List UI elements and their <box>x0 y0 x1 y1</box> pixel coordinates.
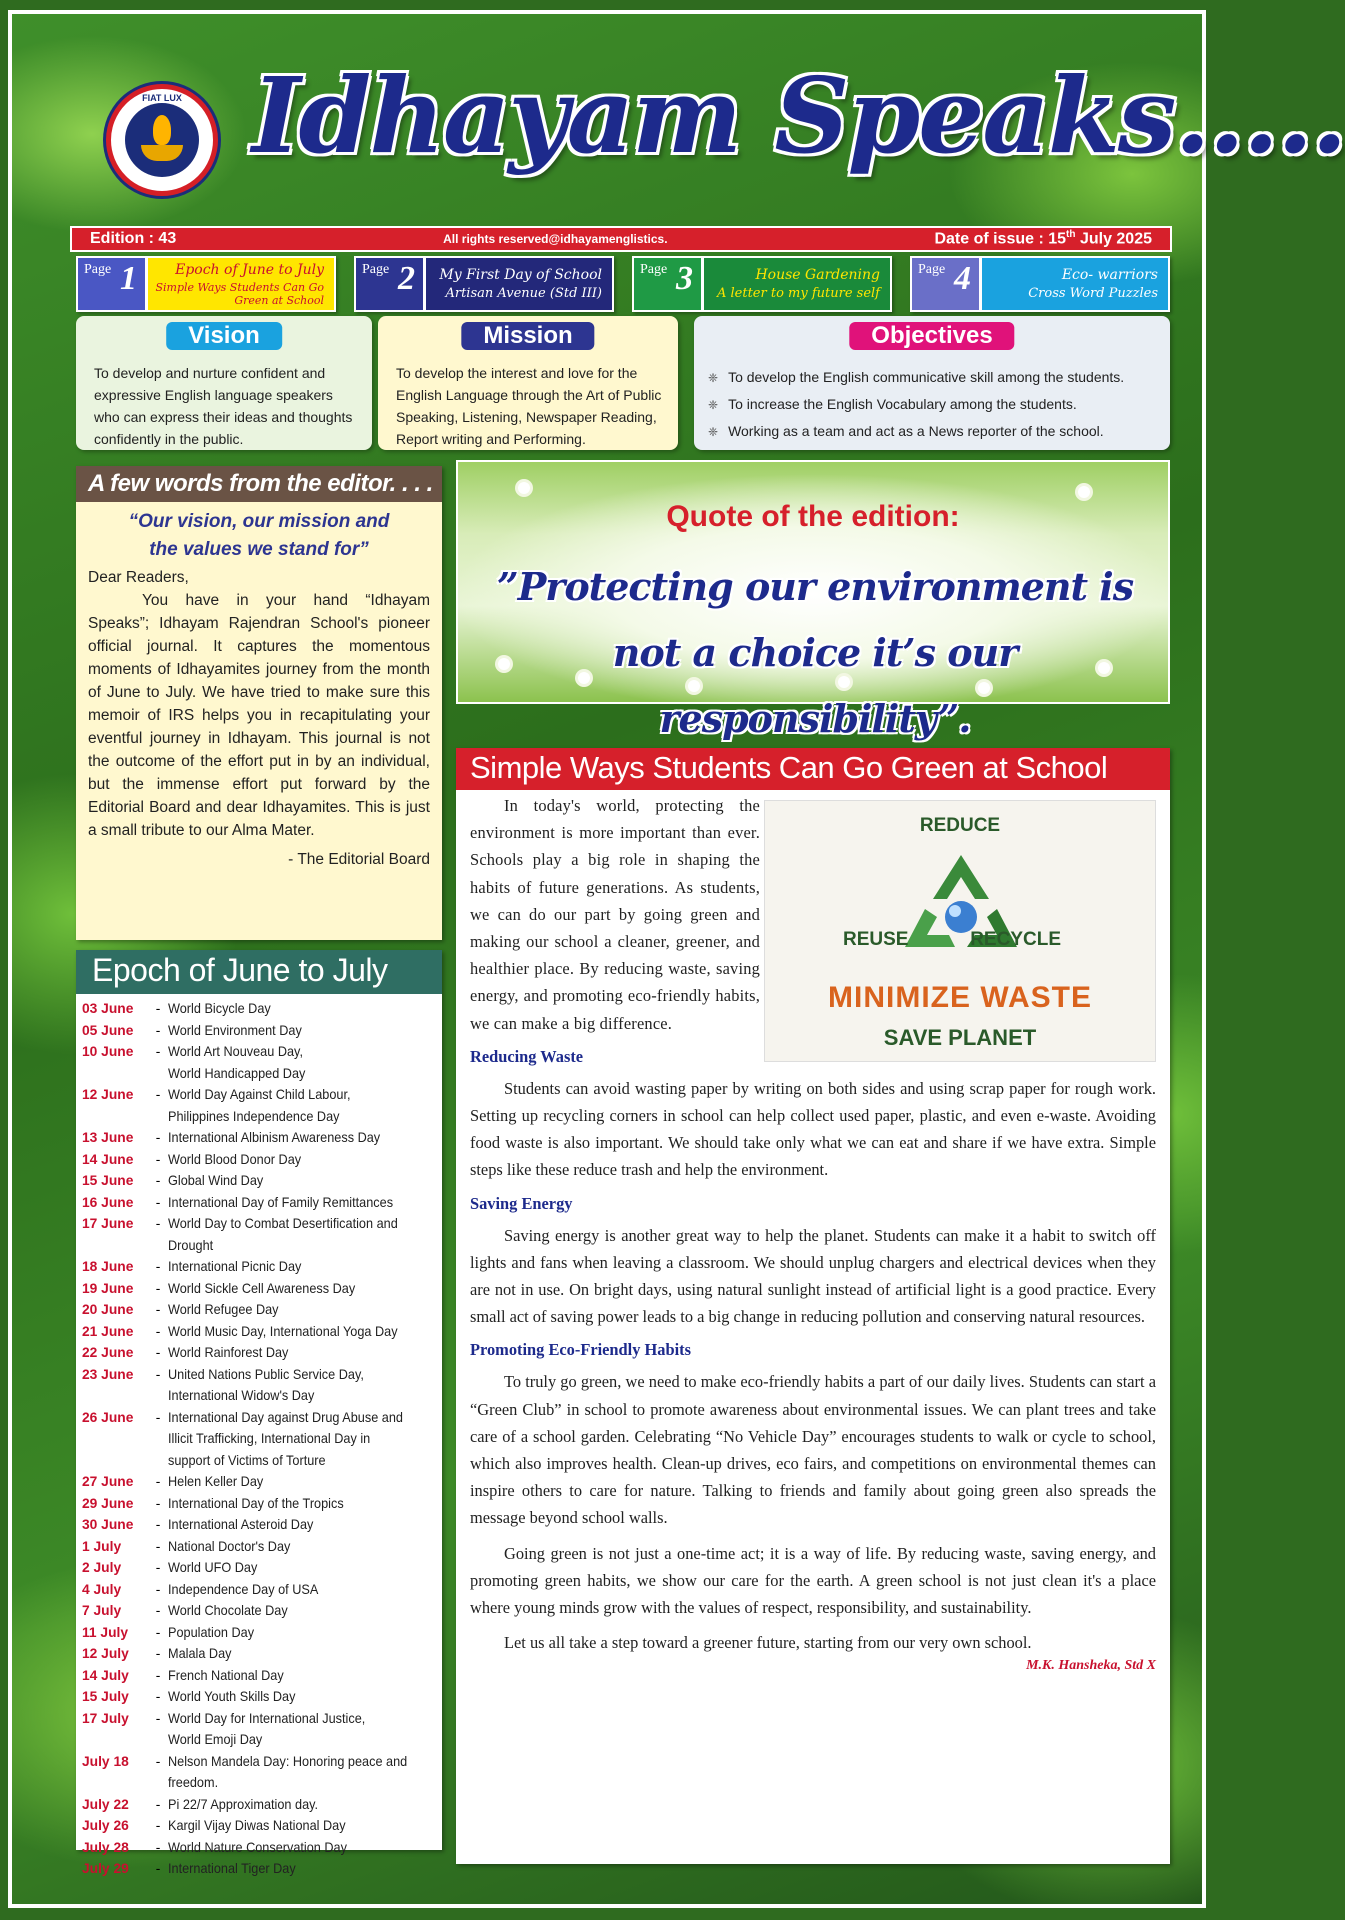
epoch-date: July 22 <box>82 1796 129 1812</box>
epoch-date: 30 June <box>82 1517 134 1532</box>
epoch-event: World Nature Conservation Day <box>168 1839 347 1855</box>
epoch-row: July 22 - Pi 22/7 Approximation day. <box>82 1794 438 1816</box>
epoch-row: 4 July - Independence Day of USA <box>82 1579 438 1601</box>
epoch-event: International Albinism Awareness Day <box>168 1130 381 1145</box>
epoch-event: International Asteroid Day <box>168 1517 314 1532</box>
epoch-date: 23 June <box>82 1366 134 1382</box>
epoch-event: International Day of the Tropics <box>168 1495 344 1511</box>
minimize-waste-label: MINIMIZE WASTE <box>828 981 1092 1014</box>
epoch-row: 11 July - Population Day <box>82 1622 438 1644</box>
quote-of-edition <box>456 460 1170 741</box>
epoch-event: World Sickle Cell Awareness Day <box>168 1280 356 1296</box>
epoch-date: 15 July <box>82 1689 129 1704</box>
epoch-row: 17 July - World Day for International Justice, World Emoji Day <box>82 1708 438 1751</box>
recycle-label: RECYCLE <box>970 929 1061 950</box>
epoch-date: 21 June <box>82 1323 134 1339</box>
epoch-row: 17 June - World Day to Combat Desertification and Drought <box>82 1213 438 1256</box>
epoch-row: 26 June - International Day against Drug Abuse and Illicit Trafficking, International Day in support of Victims of Torture <box>82 1407 438 1472</box>
epoch-date: 1 July <box>82 1538 122 1554</box>
epoch-row: 30 June - International Asteroid Day <box>82 1514 438 1536</box>
objective-item: ❈ Working as a team and act as a News reporter of the school. <box>708 418 1156 445</box>
section-heading: Promoting Eco-Friendly Habits <box>470 1340 691 1360</box>
epoch-date: 17 June <box>82 1216 134 1231</box>
epoch-event: World Day for International Justice, World Emoji Day <box>168 1710 366 1747</box>
epoch-event: World Refugee Day <box>168 1302 279 1317</box>
epoch-list <box>76 994 442 1880</box>
newsletter-title: Idhayam Speaks..... <box>252 54 1345 177</box>
epoch-event: World Chocolate Day <box>168 1603 288 1618</box>
epoch-date: 18 June <box>82 1259 134 1274</box>
section-text: Students can avoid wasting paper by writing on both sides and using scrap paper for rough work. Setting up recycling corners in school can help collect used paper, plastic, and even e-waste. Avoiding food waste is also important. We should take only what we can eat and share if we have extra. Simple steps like these reduce trash and help the environment. <box>470 1078 1156 1180</box>
epoch-date: 19 June <box>82 1280 134 1296</box>
epoch-row: 12 June - World Day Against Child Labour, Philippines Independence Day <box>82 1084 438 1127</box>
epoch-row: 1 July - National Doctor's Day <box>82 1536 438 1558</box>
epoch-date: July 26 <box>82 1818 129 1833</box>
editor-salutation: Dear Readers, <box>88 569 189 586</box>
epoch-event: World Youth Skills Day <box>168 1689 296 1704</box>
editor-heading: A few words from the editor. . . . <box>76 466 442 502</box>
objectives-box <box>694 316 1170 450</box>
epoch-date: July 29 <box>82 1861 129 1876</box>
newsletter-page <box>8 10 1345 1908</box>
epoch-event: French National Day <box>168 1667 284 1683</box>
epoch-date: 27 June <box>82 1474 134 1489</box>
lamp-icon <box>141 145 183 161</box>
epoch-event: World Blood Donor Day <box>168 1151 302 1167</box>
objectives-list <box>708 364 1156 445</box>
logo-motto: FIAT LUX <box>142 93 182 103</box>
epoch-event: International Day of Family Remittances <box>168 1194 394 1210</box>
vision-text: To develop and nurture confident and expressive English language speakers who can express their ideas and thoughts confidently in the public. <box>94 365 353 447</box>
epoch-date: 03 June <box>82 1001 134 1016</box>
epoch-event: Pi 22/7 Approximation day. <box>168 1796 319 1812</box>
epoch-row: 13 June - International Albinism Awareness Day <box>82 1127 438 1149</box>
epoch-event: World Day Against Child Labour, Philippines Independence Day <box>168 1087 351 1124</box>
epoch-row: July 28 - World Nature Conservation Day <box>82 1837 438 1859</box>
epoch-event: World Art Nouveau Day, World Handicapped Day <box>168 1044 306 1081</box>
epoch-date: 13 June <box>82 1130 134 1145</box>
epoch-date: July 28 <box>82 1839 129 1855</box>
epoch-row: 10 June - World Art Nouveau Day, World Handicapped Day <box>82 1041 438 1084</box>
article-closing: Let us all take a step toward a greener future, starting from our very own school. <box>504 1633 1032 1653</box>
epoch-date: 10 June <box>82 1044 134 1059</box>
vision-box <box>76 316 372 450</box>
epoch-row: 20 June - World Refugee Day <box>82 1299 438 1321</box>
epoch-heading: Epoch of June to July <box>76 950 442 994</box>
epoch-event: World Music Day, International Yoga Day <box>168 1323 398 1339</box>
epoch-row: 12 July - Malala Day <box>82 1643 438 1665</box>
epoch-row: 16 June - International Day of Family Remittances <box>82 1192 438 1214</box>
section-text: To truly go green, we need to make eco-friendly habits a part of our daily lives. Students can start a “Green Club” in school to promote awareness about environmental issues. We can plant trees and take care of a school garden. Celebrating “No Vehicle Day” encourages students to walk or cycle to school, which also improves health. Clean-up drives, eco fairs, and competitions on environmental themes can inspire others to care for nature. Talking to friends and family about going green also spreads the message beyond school walls. <box>470 1372 1156 1528</box>
section-text: Saving energy is another great way to help the planet. Students can make it a habit to switch off lights and fans when leaving a classroom. We should unplug chargers and electrical devices when they are not in use. On bright days, using natural sunlight instead of artificial light is a good practice. Every small act of saving power leads to a big change in reducing pollution and conserving natural resources. <box>470 1225 1156 1327</box>
epoch-date: July 18 <box>82 1753 129 1769</box>
page-index <box>76 256 1170 312</box>
quote-text: ”Protecting our environment is not a choice it’s our responsibility”. <box>496 564 1134 741</box>
epoch-date: 11 July <box>82 1624 129 1640</box>
epoch-date: 20 June <box>82 1302 134 1317</box>
issue-date: Date of issue : 15th July 2025 <box>934 229 1152 248</box>
objective-item: ❈ To increase the English Vocabulary among the students. <box>708 391 1156 418</box>
reduce-label: REDUCE <box>919 815 1001 836</box>
epoch-event: Population Day <box>168 1624 255 1640</box>
section-heading: Reducing Waste <box>470 1046 584 1066</box>
epoch-event: Malala Day <box>168 1646 232 1661</box>
page-tab-4[interactable]: Page 4 Eco- warriors Cross Word Puzzles <box>910 256 1170 312</box>
edition-number: Edition : 43 <box>90 230 177 247</box>
mission-box <box>378 316 678 450</box>
epoch-date: 05 June <box>82 1022 134 1038</box>
epoch-row: July 18 - Nelson Mandela Day: Honoring peace and freedom. <box>82 1751 438 1794</box>
lamp-flame-icon <box>153 115 171 145</box>
epoch-event: Nelson Mandela Day: Honoring peace and freedom. <box>168 1753 408 1790</box>
epoch-event: Kargil Vijay Diwas National Day <box>168 1818 346 1833</box>
article-intro: In today's world, protecting the environment is more important than ever. Schools play a big role in shaping the habits of future generations. As students, we can do our part by going green and making our school a cleaner, greener, and healthier place. By reducing waste, saving energy, and promoting eco-friendly habits, we can make a big difference. <box>470 796 760 1033</box>
epoch-date: 12 July <box>82 1646 129 1661</box>
epoch-row: 2 July - World UFO Day <box>82 1557 438 1579</box>
editor-signature: - The Editorial Board <box>288 851 430 868</box>
epoch-event: International Picnic Day <box>168 1259 302 1274</box>
epoch-date: 26 June <box>82 1409 134 1425</box>
epoch-row: 03 June - World Bicycle Day <box>82 998 438 1020</box>
editor-quote: “Our vision, our mission and the values we stand for” <box>128 511 390 560</box>
article-conclusion: Going green is not just a one-time act; it is a way of life. By reducing waste, saving energy, and promoting green habits, we show our care for the earth. A green school is not just clean it's a place where young minds grow with the values of respect, responsibility, and sustainability. <box>470 1543 1156 1618</box>
epoch-date: 15 June <box>82 1173 134 1188</box>
epoch-date: 14 June <box>82 1151 134 1167</box>
epoch-event: World UFO Day <box>168 1560 258 1575</box>
epoch-event: Helen Keller Day <box>168 1474 264 1489</box>
epoch-row: 19 June - World Sickle Cell Awareness Day <box>82 1278 438 1300</box>
epoch-date: 29 June <box>82 1495 134 1511</box>
epoch-date: 12 June <box>82 1087 134 1102</box>
epoch-event: World Day to Combat Desertification and Drought <box>168 1216 398 1253</box>
epoch-date: 2 July <box>82 1560 122 1575</box>
epoch-row: 23 June - United Nations Public Service Day, International Widow's Day <box>82 1364 438 1407</box>
epoch-row: 14 July - French National Day <box>82 1665 438 1687</box>
epoch-event: United Nations Public Service Day, International Widow's Day <box>168 1366 364 1403</box>
epoch-event: World Environment Day <box>168 1022 302 1038</box>
epoch-event: World Bicycle Day <box>168 1001 271 1016</box>
mission-heading: Mission <box>461 322 594 350</box>
epoch-row: 7 July - World Chocolate Day <box>82 1600 438 1622</box>
epoch-row: 14 June - World Blood Donor Day <box>82 1149 438 1171</box>
page-tab-3[interactable]: Page 3 House Gardening A letter to my future self <box>632 256 892 312</box>
epoch-event: International Day against Drug Abuse and Illicit Trafficking, International Day in support of Victims of Torture <box>168 1409 403 1468</box>
article-byline: M.K. Hansheka, Std X <box>1026 1658 1156 1674</box>
editor-note <box>76 466 442 940</box>
school-logo <box>106 84 218 196</box>
epoch-date: 14 July <box>82 1667 129 1683</box>
objectives-heading: Objectives <box>849 322 1014 350</box>
epoch-date: 16 June <box>82 1194 134 1210</box>
epoch-row: 21 June - World Music Day, International Yoga Day <box>82 1321 438 1343</box>
epoch-event: World Rainforest Day <box>168 1345 289 1360</box>
epoch-calendar <box>76 950 442 1876</box>
save-planet-label: SAVE PLANET <box>883 1025 1037 1050</box>
epoch-row: 05 June - World Environment Day <box>82 1020 438 1042</box>
article-heading: Simple Ways Students Can Go Green at School <box>456 748 1170 790</box>
editor-body-text: You have in your hand “Idhayam Speaks”; Idhayam Rajendran School's pioneer official journal. It captures the momentous moments of Idhayamites journey from the month of June to July. We have tried to make sure this memoir of IRS helps you in recapitulating your eventful journey in Idhayam. This journal is not the outcome of the effort put in by an individual, but the immense effort put forward by the Editorial Board and dear Idhayamites. This is just a small tribute to our Alma Mater. <box>88 592 430 839</box>
objective-item: ❈ To develop the English communicative skill among the students. <box>708 364 1156 391</box>
epoch-row: 15 July - World Youth Skills Day <box>82 1686 438 1708</box>
minimize-waste-image <box>764 800 1156 1062</box>
epoch-row: July 26 - Kargil Vijay Diwas National Day <box>82 1815 438 1837</box>
epoch-row: 29 June - International Day of the Tropics <box>82 1493 438 1515</box>
rights-notice: All rights reserved@idhayamenglistics. <box>443 232 668 246</box>
epoch-date: 7 July <box>82 1603 122 1618</box>
epoch-row: 27 June - Helen Keller Day <box>82 1471 438 1493</box>
edition-bar <box>70 226 1172 252</box>
epoch-row: July 29 - International Tiger Day <box>82 1858 438 1880</box>
epoch-event: Independence Day of USA <box>168 1581 319 1597</box>
epoch-date: 4 July <box>82 1581 122 1597</box>
epoch-date: 17 July <box>82 1710 129 1726</box>
epoch-event: National Doctor's Day <box>168 1538 291 1554</box>
epoch-row: 18 June - International Picnic Day <box>82 1256 438 1278</box>
reuse-label: REUSE <box>843 929 909 950</box>
page-tab-2[interactable]: Page 2 My First Day of School Artisan Avenue (Std III) <box>354 256 614 312</box>
epoch-event: Global Wind Day <box>168 1173 264 1188</box>
quote-label: Quote of the edition: <box>666 500 960 533</box>
page-tab-1[interactable]: Page 1 Epoch of June to July Simple Ways Students Can Go Green at School <box>76 256 336 312</box>
mission-text: To develop the interest and love for the English Language through the Art of Public Speaking, Listening, Newspaper Reading, Report writing and Performing. <box>396 365 662 447</box>
vision-heading: Vision <box>166 322 282 350</box>
epoch-date: 22 June <box>82 1345 134 1360</box>
epoch-event: International Tiger Day <box>168 1861 296 1876</box>
epoch-row: 15 June - Global Wind Day <box>82 1170 438 1192</box>
epoch-row: 22 June - World Rainforest Day <box>82 1342 438 1364</box>
section-heading: Saving Energy <box>470 1193 573 1213</box>
